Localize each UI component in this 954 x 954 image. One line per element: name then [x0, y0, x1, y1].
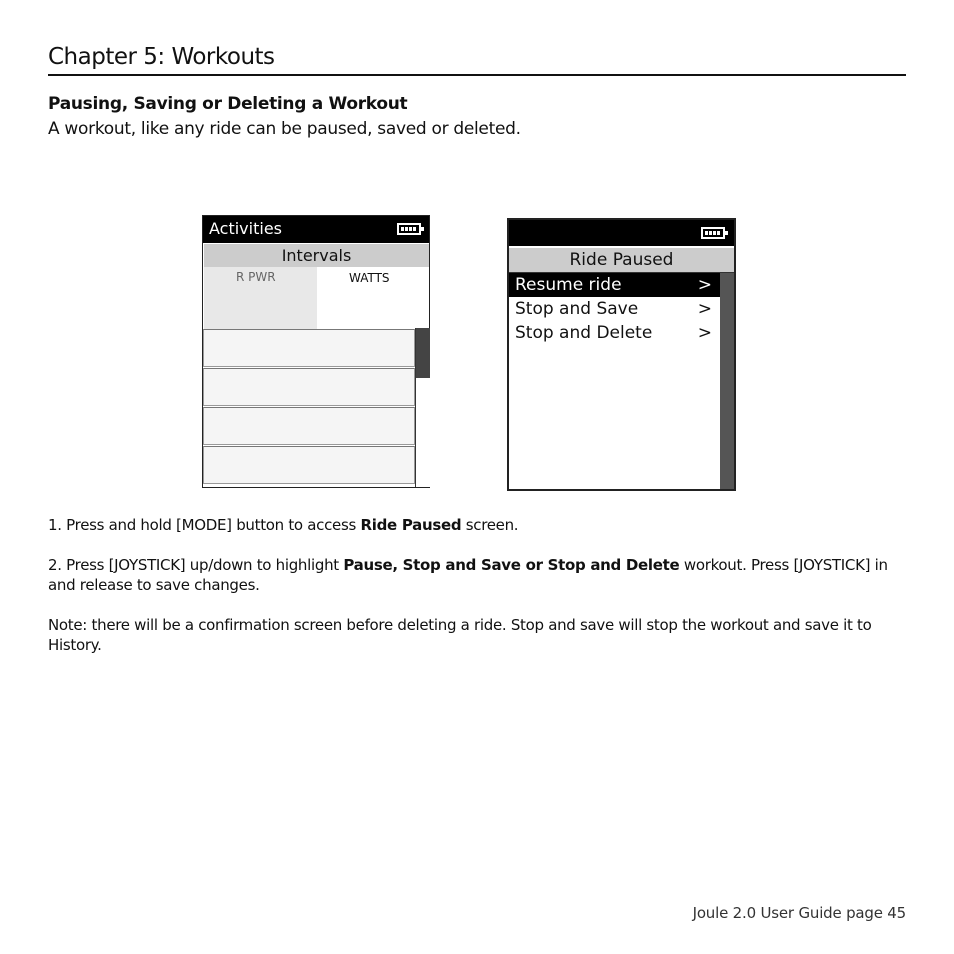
- note: Note: there will be a confirmation screen before deleting a ride. Stop and save will stop the workout and save it to History.: [48, 616, 872, 654]
- list-item: [203, 446, 415, 484]
- battery-icon: [397, 223, 421, 235]
- scrollbar: [415, 328, 430, 487]
- step-2-text: 2. Press [JOYSTICK] up/down to highlight: [48, 556, 344, 574]
- step-2: [48, 555, 908, 595]
- step-1-text: 1. Press and hold [MODE] button to access: [48, 516, 361, 534]
- field-right-label: WATTS: [349, 271, 390, 285]
- section-heading: Pausing, Saving or Deleting a Workout: [48, 94, 408, 114]
- device-screen-ride-paused: [507, 218, 736, 491]
- step-1: [48, 515, 908, 535]
- step-1-text-end: screen.: [461, 516, 519, 534]
- empty-rows: [203, 329, 415, 485]
- scrollbar-thumb: [416, 328, 430, 378]
- chevron-right-icon: >: [697, 323, 712, 343]
- chevron-right-icon: >: [697, 275, 712, 295]
- pause-menu: [509, 273, 720, 345]
- menu-item-label: Stop and Delete: [515, 323, 653, 343]
- menu-item-label: Resume ride: [515, 275, 622, 295]
- field-left-label: R PWR: [236, 270, 276, 284]
- battery-icon: [701, 227, 725, 239]
- menu-item-stop-and-delete: [509, 321, 720, 345]
- screen-subtitle: Intervals: [204, 244, 429, 267]
- list-item: [203, 329, 415, 367]
- device-screen-activities: [202, 215, 430, 488]
- screen-header: [203, 216, 429, 243]
- page-footer: Joule 2.0 User Guide page 45: [692, 904, 906, 922]
- screen-header: [509, 220, 734, 246]
- title-rule: [48, 74, 906, 76]
- scrollbar: [720, 273, 734, 489]
- step-2-text-end: workout. Press [JOYSTICK] in and release to save changes.: [48, 556, 888, 594]
- screen-title: Activities: [209, 219, 282, 238]
- step-1-emphasis: Ride Paused: [360, 516, 462, 534]
- menu-item-stop-and-save: [509, 297, 720, 321]
- list-item: [203, 407, 415, 445]
- list-item: [203, 368, 415, 406]
- section-intro: A workout, like any ride can be paused, saved or deleted.: [48, 119, 521, 139]
- menu-item-resume-ride: [509, 273, 720, 297]
- menu-item-label: Stop and Save: [515, 299, 639, 319]
- chapter-title: Chapter 5: Workouts: [48, 44, 275, 70]
- chevron-right-icon: >: [697, 299, 712, 319]
- screen-subtitle: Ride Paused: [509, 248, 734, 273]
- step-2-emphasis: Pause, Stop and Save or Stop and Delete: [343, 556, 680, 574]
